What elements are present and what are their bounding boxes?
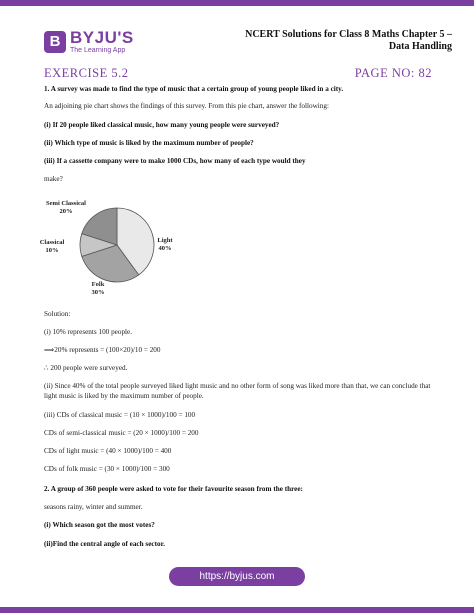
top-accent-bar xyxy=(0,0,474,6)
solution-step-2: ⟹20% represents = (100×20)/10 = 200 xyxy=(44,346,161,354)
header-title-line2: Data Handling xyxy=(388,41,452,52)
question-2-seasons: seasons rainy, winter and summer. xyxy=(44,503,143,511)
solution-step-3: ∴ 200 people were surveyed. xyxy=(44,364,128,372)
question-1-part-iii-end: make? xyxy=(44,175,63,183)
pie-label-classical: Classical xyxy=(40,239,65,246)
pie-label-semi-classical: Semi Classical xyxy=(46,200,86,207)
solution-part-iii-folk: CDs of folk music = (30 × 1000)/100 = 300 xyxy=(44,465,170,473)
solution-part-iii-classical: (iii) CDs of classical music = (10 × 1000)/100 = 100 xyxy=(44,411,196,419)
question-2-part-ii: (ii)Find the central angle of each sector. xyxy=(44,540,165,548)
exercise-heading: EXERCISE 5.2 xyxy=(44,66,129,80)
bottom-accent-bar xyxy=(0,607,474,613)
question-2-part-i: (i) Which season got the most votes? xyxy=(44,521,155,529)
pie-value-light: 40% xyxy=(158,245,172,252)
question-2: 2. A group of 360 people were asked to vote for their favourite season from the three: xyxy=(44,485,303,493)
pie-label-folk: Folk xyxy=(91,281,105,288)
logo-name: BYJU'S xyxy=(70,28,134,47)
header-title-line1: NCERT Solutions for Class 8 Maths Chapter 5 – xyxy=(245,29,452,40)
logo-mark-icon: B xyxy=(44,31,66,53)
solution-part-iii-semi-classical: CDs of semi-classical music = (20 × 1000)/100 = 200 xyxy=(44,429,199,437)
byjus-logo xyxy=(44,29,134,54)
footer-url-link[interactable]: https://byjus.com xyxy=(169,567,305,586)
logo-tagline: The Learning App xyxy=(70,47,126,54)
question-1-part-iii: (iii) If a cassette company were to make 1000 CDs, how many of each type would they xyxy=(44,157,306,165)
pie-label-light: Light xyxy=(157,237,173,244)
solution-heading: Solution: xyxy=(44,310,71,318)
document-header-title xyxy=(232,29,452,53)
question-1-intro: An adjoining pie chart shows the findings of this survey. From this pie chart, answer the following: xyxy=(44,102,329,110)
pie-value-classical: 10% xyxy=(45,247,59,254)
solution-part-ii: (ii) Since 40% of the total people surveyed liked light music and no other form of song was liked more than that, we can conclude that light music is liked by the maximum number of people. xyxy=(44,382,431,400)
question-1-part-ii: (ii) Which type of music is liked by the maximum number of people? xyxy=(44,139,254,147)
music-pie-chart xyxy=(40,195,180,300)
solution-part-iii-light: CDs of light music = (40 × 1000)/100 = 400 xyxy=(44,447,172,455)
pie-value-folk: 30% xyxy=(91,289,105,296)
pie-value-semi-classical: 20% xyxy=(59,208,73,215)
solution-step-1: (i) 10% represents 100 people. xyxy=(44,328,133,336)
page-number-heading: PAGE NO: 82 xyxy=(354,66,432,80)
question-1: 1. A survey was made to find the type of music that a certain group of young people liked in a city. xyxy=(44,85,344,93)
question-1-part-i: (i) If 20 people liked classical music, how many young people were surveyed? xyxy=(44,121,280,129)
